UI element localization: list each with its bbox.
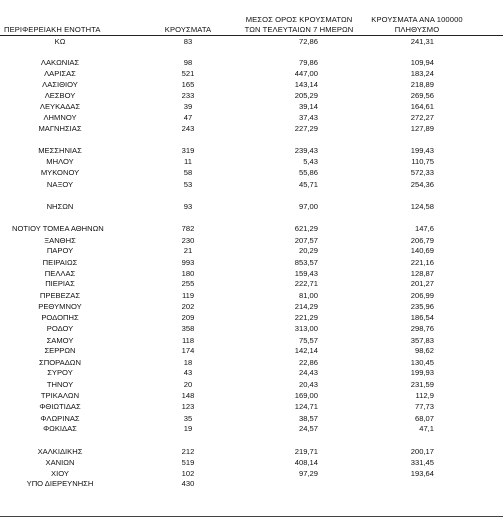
region-name-cell: ΜΑΓΝΗΣΙΑΣ [38,124,82,133]
header-weekly-average: ΜΕΣΟΣ ΟΡΟΣ ΚΡΟΥΣΜΑΤΩΝ ΤΩΝ ΤΕΛΕΥΤΑΙΩΝ 7 ΗΜΕΡΩΝ [244,15,354,34]
weekly-average-cell: 38,57 [298,414,318,423]
cases-cell: 93 [183,202,193,211]
cases-cell: 21 [183,246,193,255]
per-100000-cell: 193,64 [410,469,434,478]
weekly-average-cell: 143,14 [294,80,318,89]
per-100000-cell: 241,31 [410,37,434,46]
weekly-average-cell: 97,00 [298,202,318,211]
region-name-cell: ΛΑΡΙΣΑΣ [44,69,76,78]
footer-divider [0,516,503,517]
header-cases-per-100000: ΚΡΟΥΣΜΑΤΑ ΑΝΑ 100000 ΠΛΗΘΥΣΜΟ [371,15,463,34]
weekly-average-cell: 239,43 [294,146,318,155]
weekly-average-cell: 55,86 [298,168,318,177]
per-100000-cell: 235,96 [410,302,434,311]
weekly-average-cell: 222,71 [294,279,318,288]
weekly-average-cell: 214,29 [294,302,318,311]
region-name-cell: ΧΑΝΙΩΝ [45,458,75,467]
region-name-cell: ΛΑΣΙΘΙΟΥ [42,80,78,89]
weekly-average-cell: 447,00 [294,69,318,78]
region-name-cell: ΦΩΚΙΔΑΣ [43,424,77,433]
cases-cell: 233 [181,91,195,100]
table-row [0,358,503,367]
per-100000-cell: 199,93 [410,368,434,377]
cases-cell: 148 [181,391,195,400]
table-row [0,336,503,345]
cases-cell: 782 [181,224,195,233]
region-name-cell: ΦΛΩΡΙΝΑΣ [40,414,80,423]
region-name-cell: ΝΗΣΩΝ [46,202,74,211]
weekly-average-cell: 408,14 [294,458,318,467]
region-name-cell: ΠΡΕΒΕΖΑΣ [39,291,81,300]
weekly-average-cell: 313,00 [294,324,318,333]
cases-cell: 202 [181,302,195,311]
region-name-cell: ΣΑΜΟΥ [46,336,74,345]
region-name-cell: ΡΕΘΥΜΝΟΥ [38,302,82,311]
weekly-average-cell: 124,71 [294,402,318,411]
region-name-cell: ΣΥΡΟΥ [47,368,73,377]
cases-cell: 83 [183,37,193,46]
table-row [0,124,503,133]
per-100000-cell: 130,45 [410,358,434,367]
cases-cell: 98 [183,58,193,67]
region-name-cell: ΞΑΝΘΗΣ [44,236,76,245]
table-row [0,146,503,155]
per-100000-cell: 68,07 [414,414,434,423]
weekly-average-cell: 207,57 [294,236,318,245]
region-name-cell: ΝΟΤΙΟΥ ΤΟΜΕΑ ΑΘΗΝΩΝ [12,224,104,233]
table-row [0,168,503,177]
per-100000-cell: 183,24 [410,69,434,78]
weekly-average-cell: 227,29 [294,124,318,133]
cases-cell: 521 [181,69,195,78]
per-100000-cell: 199,43 [410,146,434,155]
per-100000-cell: 331,45 [410,458,434,467]
weekly-average-cell: 159,43 [294,269,318,278]
region-name-cell: ΝΑΞΟΥ [46,180,74,189]
table-row [0,313,503,322]
region-name-cell: ΣΕΡΡΩΝ [44,346,76,355]
header-divider [0,35,503,36]
region-name-cell: ΛΑΚΩΝΙΑΣ [40,58,80,67]
table-row [0,458,503,467]
cases-cell: 123 [181,402,195,411]
per-100000-cell: 128,87 [410,269,434,278]
per-100000-cell: 201,27 [410,279,434,288]
table-row [0,346,503,355]
weekly-average-cell: 72,86 [298,37,318,46]
table-row [0,102,503,111]
weekly-average-cell: 621,29 [294,224,318,233]
cases-cell: 19 [183,424,193,433]
table-row [0,58,503,67]
weekly-average-cell: 205,29 [294,91,318,100]
per-100000-cell: 77,73 [414,402,434,411]
table-row [0,414,503,423]
region-name-cell: ΤΗΝΟΥ [46,380,74,389]
per-100000-cell: 206,99 [410,291,434,300]
cases-cell: 58 [183,168,193,177]
weekly-average-cell: 81,00 [298,291,318,300]
region-name-cell: ΠΕΙΡΑΙΩΣ [42,258,78,267]
table-row [0,246,503,255]
per-100000-cell: 186,54 [410,313,434,322]
per-100000-cell: 221,16 [410,258,434,267]
cases-cell: 319 [181,146,195,155]
weekly-average-cell: 853,57 [294,258,318,267]
region-name-cell: ΜΕΣΣΗΝΙΑΣ [38,146,82,155]
per-100000-cell: 98,62 [414,346,434,355]
per-100000-cell: 164,61 [410,102,434,111]
region-name-cell: ΧΑΛΚΙΔΙΚΗΣ [37,447,83,456]
per-100000-cell: 206,79 [410,236,434,245]
per-100000-cell: 357,83 [410,336,434,345]
per-100000-cell: 298,76 [410,324,434,333]
per-100000-cell: 124,58 [410,202,434,211]
table-row [0,279,503,288]
region-name-cell: ΠΙΕΡΙΑΣ [45,279,75,288]
table-row [0,157,503,166]
table-row [0,91,503,100]
table-row [0,447,503,456]
weekly-average-cell: 169,00 [294,391,318,400]
cases-cell: 118 [181,336,195,345]
weekly-average-cell: 75,57 [298,336,318,345]
per-100000-cell: 269,56 [410,91,434,100]
region-name-cell: ΛΗΜΝΟΥ [43,113,77,122]
header-cases: ΚΡΟΥΣΜΑΤΑ [164,25,212,34]
cases-cell: 43 [183,368,193,377]
table-row [0,180,503,189]
cases-cell: 358 [181,324,195,333]
weekly-average-cell: 5,43 [303,157,318,166]
per-100000-cell: 140,69 [410,246,434,255]
table-row [0,479,503,488]
per-100000-cell: 200,17 [410,447,434,456]
cases-cell: 174 [181,346,195,355]
region-name-cell: ΧΙΟΥ [51,469,69,478]
region-name-cell: ΦΘΙΩΤΙΔΑΣ [39,402,81,411]
header-region: ΠΕΡΙΦΕΡΕΙΑΚΗ ΕΝΟΤΗΤΑ [4,25,101,34]
weekly-average-cell: 20,43 [298,380,318,389]
cases-cell: 11 [184,157,192,166]
per-100000-cell: 572,33 [410,168,434,177]
weekly-average-cell: 24,57 [298,424,318,433]
table-row [0,202,503,211]
per-100000-cell: 110,75 [411,157,434,166]
weekly-average-cell: 219,71 [294,447,318,456]
table-row [0,324,503,333]
table-row [0,269,503,278]
per-100000-cell: 254,36 [410,180,434,189]
region-name-cell: ΤΡΙΚΑΛΩΝ [40,391,80,400]
per-100000-cell: 231,59 [410,380,434,389]
region-name-cell: ΛΕΥΚΑΔΑΣ [39,102,81,111]
per-100000-cell: 147,6 [414,224,434,233]
cases-cell: 243 [181,124,195,133]
weekly-average-cell: 142,14 [294,346,318,355]
region-name-cell: ΛΕΣΒΟΥ [44,91,76,100]
region-name-cell: ΜΥΚΟΝΟΥ [40,168,80,177]
table-row [0,37,503,46]
cases-cell: 18 [183,358,193,367]
table-row [0,380,503,389]
weekly-average-cell: 97,29 [298,469,318,478]
per-100000-cell: 272,27 [410,113,434,122]
cases-cell: 212 [181,447,195,456]
cases-cell: 165 [181,80,195,89]
cases-cell: 993 [181,258,195,267]
region-name-cell: ΣΠΟΡΑΔΩΝ [39,358,81,367]
table-row [0,402,503,411]
weekly-average-cell: 22,86 [298,358,318,367]
table-row [0,302,503,311]
cases-cell: 255 [181,279,195,288]
weekly-average-cell: 20,29 [298,246,318,255]
table-row [0,368,503,377]
per-100000-cell: 127,89 [410,124,434,133]
region-name-cell: ΡΟΔΟΠΗΣ [41,313,79,322]
cases-cell: 47 [183,113,193,122]
cases-cell: 230 [181,236,195,245]
table-row [0,291,503,300]
per-100000-cell: 109,94 [410,58,434,67]
weekly-average-cell: 79,86 [298,58,318,67]
table-row [0,224,503,233]
cases-cell: 119 [181,291,195,300]
cases-cell: 35 [183,414,193,423]
weekly-average-cell: 39,14 [298,102,318,111]
table-row [0,69,503,78]
table-row [0,113,503,122]
per-100000-cell: 112,9 [415,391,434,400]
weekly-average-cell: 37,43 [298,113,318,122]
region-name-cell: ΠΕΛΛΑΣ [44,269,76,278]
table-row [0,80,503,89]
weekly-average-cell: 24,43 [298,368,318,377]
cases-cell: 209 [181,313,195,322]
cases-cell: 20 [183,380,193,389]
weekly-average-cell: 45,71 [298,180,318,189]
table-row [0,424,503,433]
region-name-cell: ΜΗΛΟΥ [46,157,74,166]
region-name-cell: ΚΩ [54,37,66,46]
per-100000-cell: 218,89 [410,80,434,89]
cases-cell: 53 [183,180,193,189]
cases-cell: 102 [181,469,195,478]
region-name-cell: ΡΟΔΟΥ [46,324,74,333]
table-row [0,258,503,267]
cases-cell: 430 [181,479,195,488]
cases-cell: 180 [181,269,195,278]
per-100000-cell: 47,1 [419,424,434,433]
weekly-average-cell: 221,29 [294,313,318,322]
table-row [0,236,503,245]
table-row [0,391,503,400]
cases-cell: 519 [181,458,195,467]
cases-cell: 39 [183,102,193,111]
region-name-cell: ΠΑΡΟΥ [46,246,74,255]
table-row [0,469,503,478]
region-name-cell: ΥΠΟ ΔΙΕΡΕΥΝΗΣΗ [26,479,94,488]
